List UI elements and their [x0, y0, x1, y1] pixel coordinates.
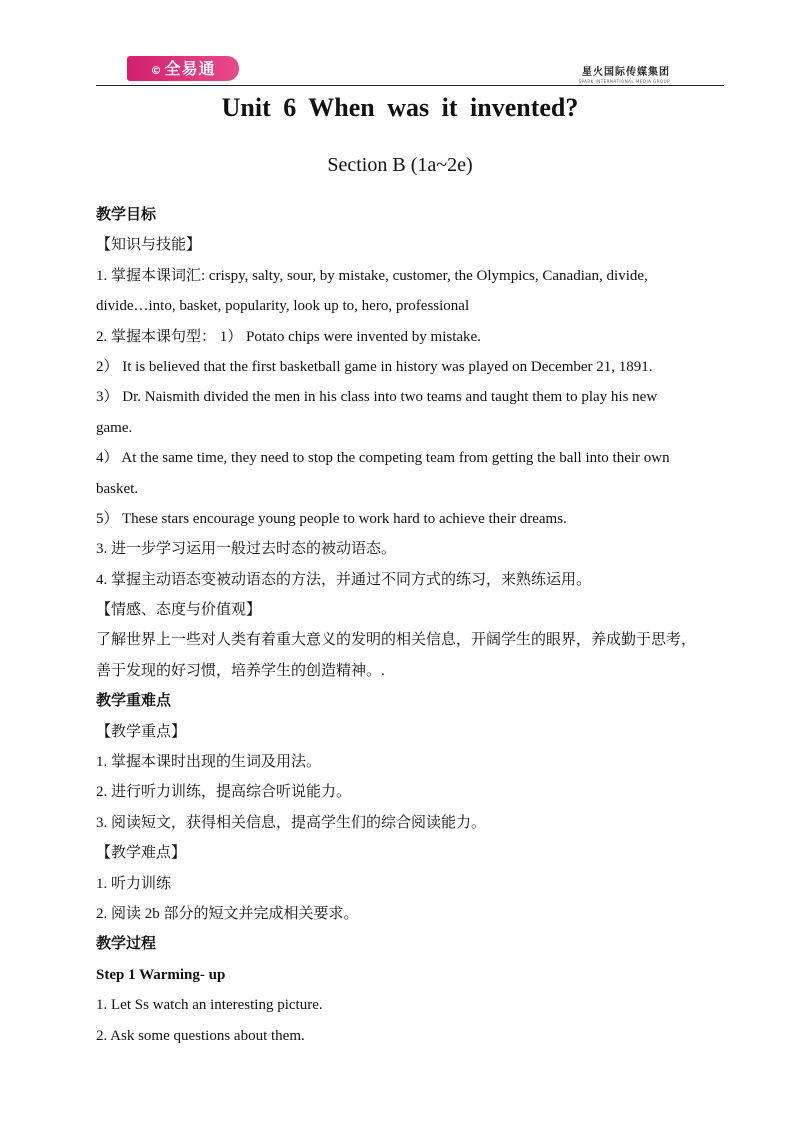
- text-line: 1. 掌握本课词汇: crispy, salty, sour, by mistake, customer, the Olympics, Canadian, divide,: [96, 267, 648, 284]
- text-line: 4. 掌握主动语态变被动语态的方法，并通过不同方式的练习，来熟练运用。: [96, 571, 592, 588]
- section-heading: Step 1 Warming- up: [96, 966, 226, 983]
- text-line: 【教学难点】: [96, 845, 187, 862]
- text-line: 2. 掌握本课句型： 1） Potato chips were invented by mistake.: [96, 328, 481, 345]
- text-line: 2. 进行听力训练，提高综合听说能力。: [96, 784, 352, 801]
- brand-logo: [127, 56, 239, 81]
- text-line: 1. 听力训练: [96, 875, 172, 892]
- publisher-name-cn: 星火国际传媒集团: [582, 67, 670, 78]
- text-line: 【知识与技能】: [96, 237, 202, 254]
- text-line: 3. 阅读短文，获得相关信息，提高学生们的综合阅读能力。: [96, 814, 487, 831]
- section-heading: 教学目标: [96, 207, 157, 223]
- page-header: [0, 0, 800, 90]
- text-line: 5） These stars encourage young people to work hard to achieve their dreams.: [96, 510, 567, 527]
- text-line: 【教学重点】: [96, 723, 187, 740]
- text-line: 3） Dr. Naismith divided the men in his class into two teams and taught them to play his new: [96, 389, 658, 406]
- logo-text: 全易通: [164, 59, 216, 78]
- page-subtitle: Section B (1a~2e): [327, 154, 473, 176]
- page-title: Unit 6 When was it invented?: [221, 93, 579, 122]
- text-line: 2. 阅读 2b 部分的短文并完成相关要求。: [96, 905, 359, 922]
- header-rule: [96, 85, 724, 86]
- text-line: divide…into, basket, popularity, look up to, hero, professional: [96, 298, 470, 315]
- text-line: 1. Let Ss watch an interesting picture.: [96, 997, 323, 1014]
- text-line: 2. Ask some questions about them.: [96, 1027, 305, 1044]
- text-line: 3. 进一步学习运用一般过去时态的被动语态。: [96, 541, 397, 558]
- section-heading: 教学过程: [96, 936, 157, 953]
- text-line: 2） It is believed that the first basketball game in history was played on December 21, 1891.: [96, 358, 653, 375]
- text-line: basket.: [96, 480, 139, 497]
- publisher-name-en: SPARK INTERNATIONAL MEDIA GROUP: [578, 79, 670, 84]
- text-line: 1. 掌握本课时出现的生词及用法。: [96, 754, 322, 771]
- text-line: game.: [96, 419, 133, 436]
- text-line: 了解世界上一些对人类有着重大意义的发明的相关信息，开阔学生的眼界，养成勤于思考，: [96, 632, 697, 649]
- section-heading: 教学重难点: [96, 693, 172, 710]
- document-body: [96, 200, 724, 1051]
- text-line: 【情感、态度与价值观】: [96, 602, 262, 619]
- publisher-mark: [578, 63, 670, 84]
- logo-mark: ©: [150, 64, 163, 77]
- text-line: 善于发现的好习惯，培养学生的创造精神。.: [96, 662, 385, 679]
- text-line: 4） At the same time, they need to stop the competing team from getting the ball into their own: [96, 450, 670, 467]
